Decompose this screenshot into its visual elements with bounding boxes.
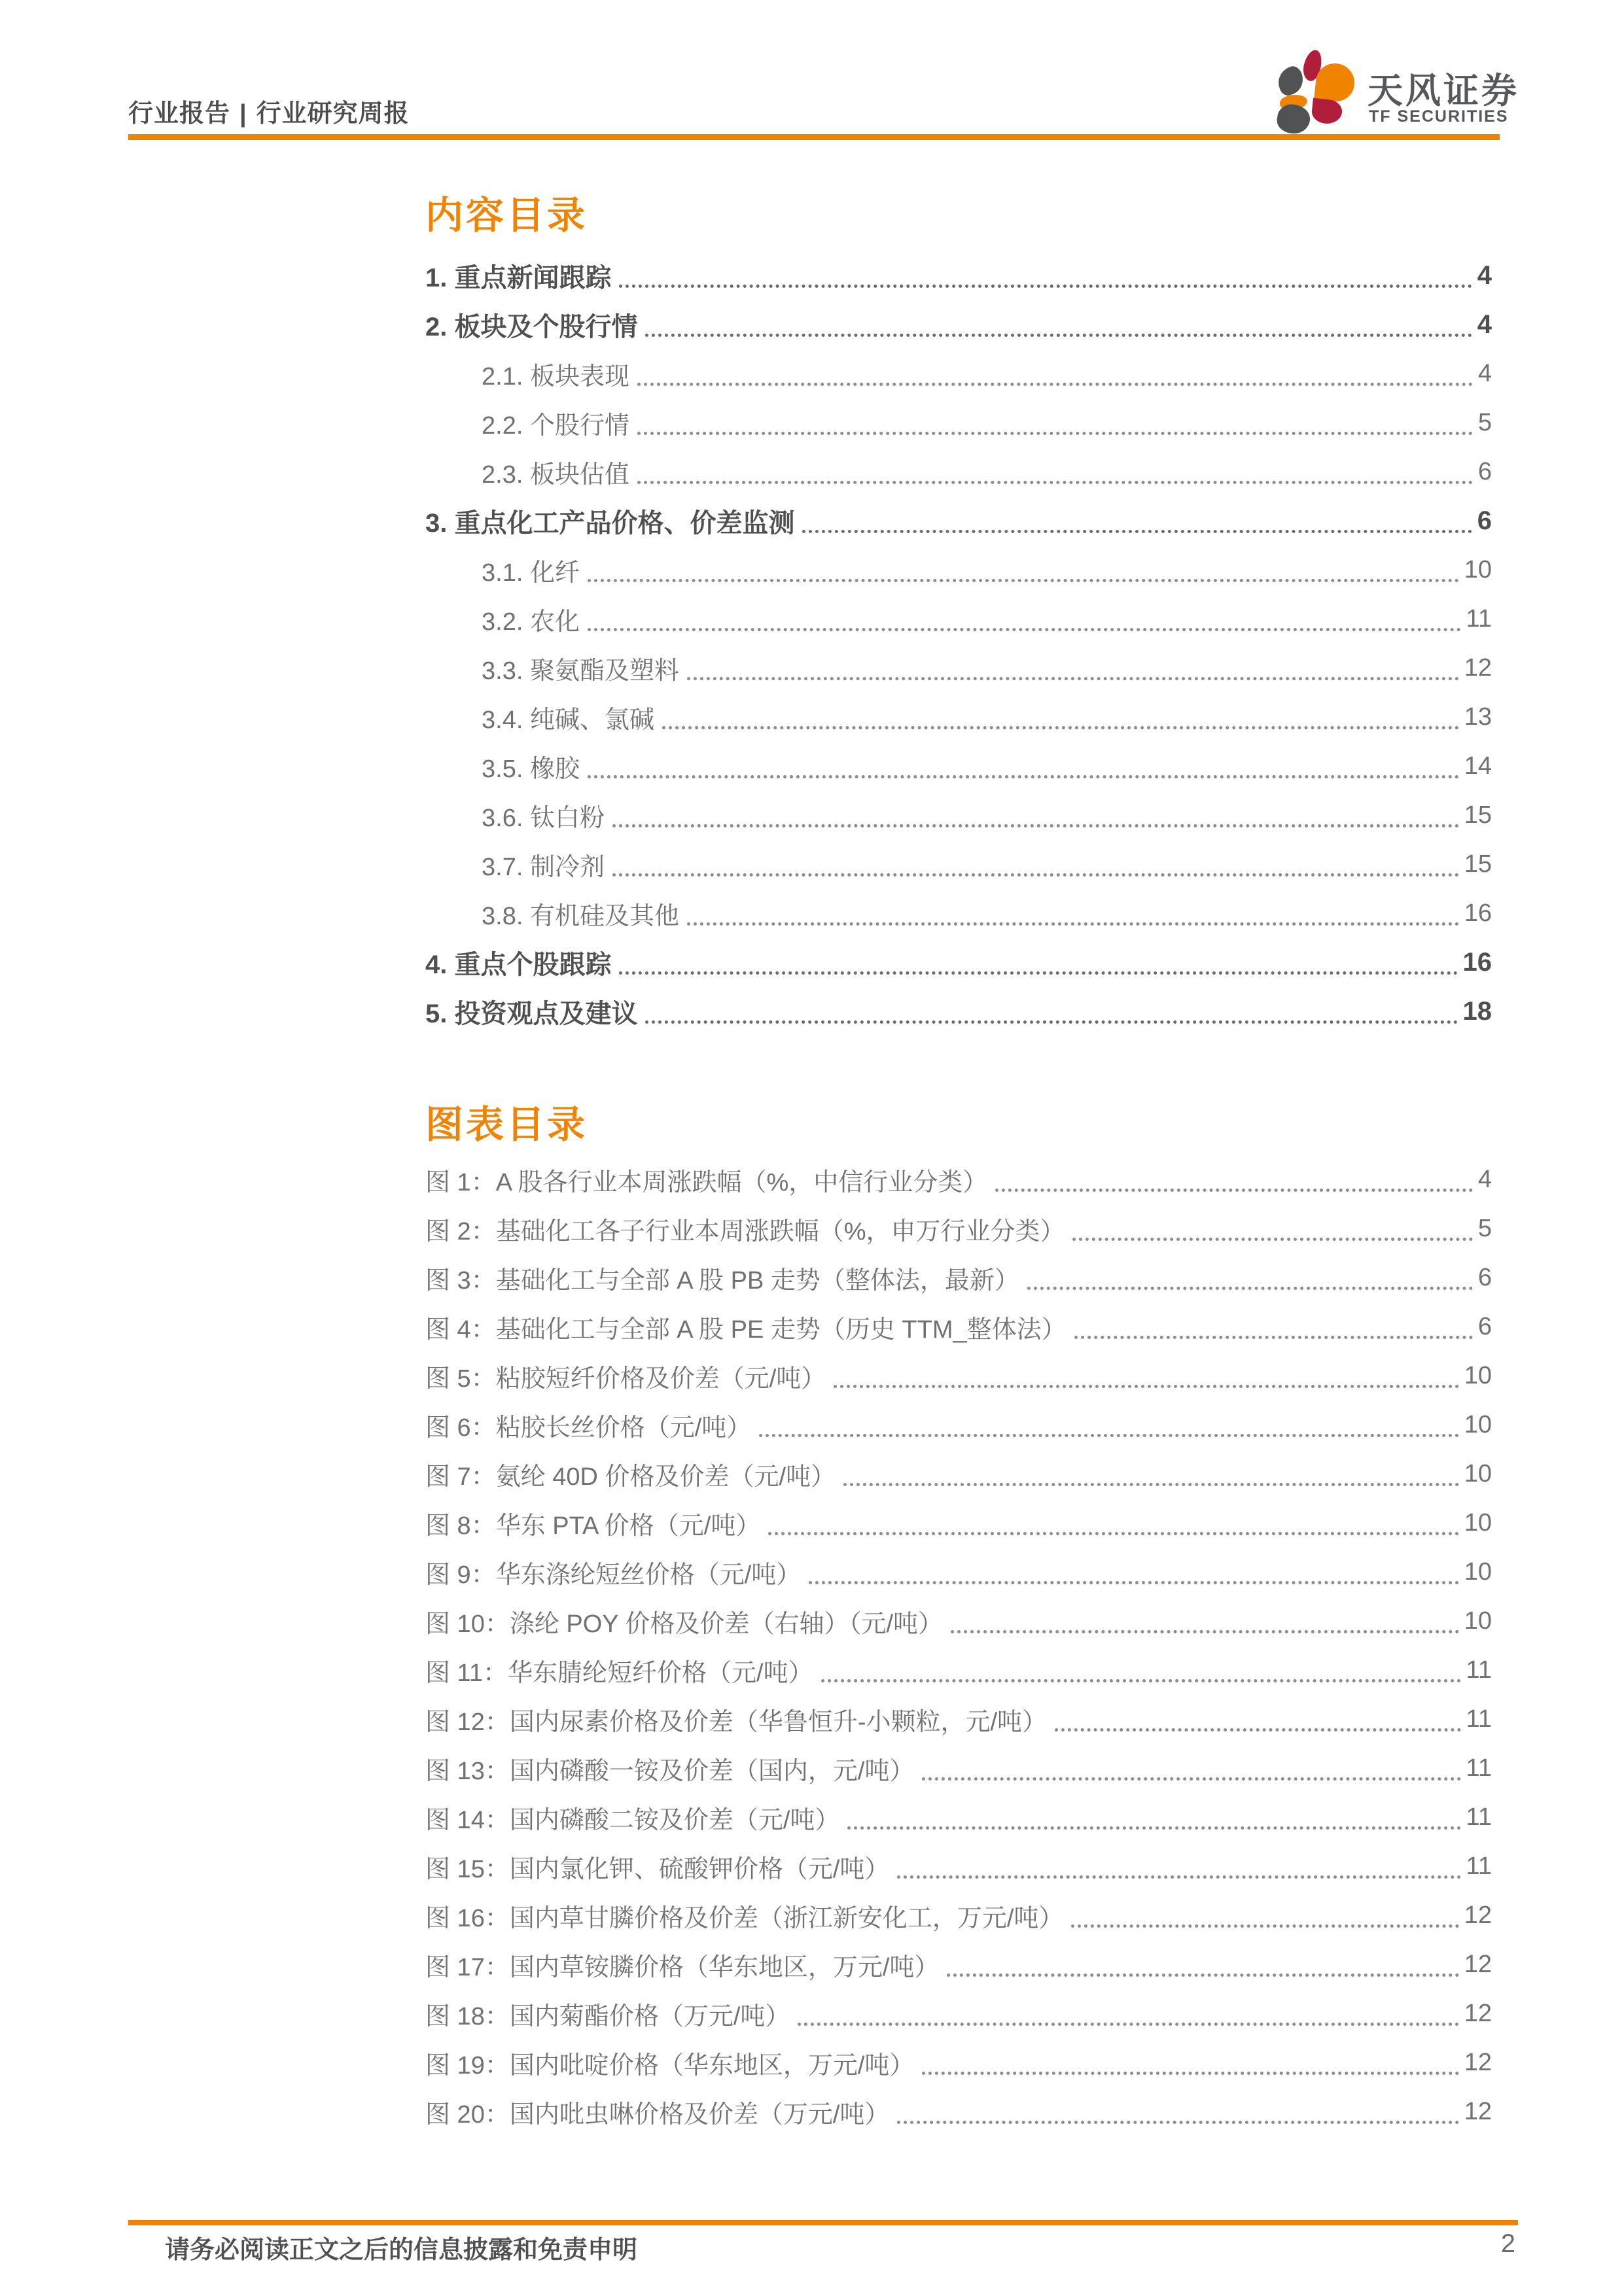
breadcrumb-separator: | xyxy=(239,100,247,128)
entry-page-number: 6 xyxy=(1477,506,1492,535)
entry-label: 图 6：粘胶长丝价格（元/吨） xyxy=(425,1414,752,1442)
dot-leader xyxy=(768,1499,1458,1548)
entry-page-number: 4 xyxy=(1477,1166,1492,1193)
figure-item[interactable] xyxy=(425,1351,1492,1400)
figure-item[interactable] xyxy=(425,1842,1492,1891)
dot-leader xyxy=(802,496,1472,546)
page-number: 2 xyxy=(1500,2229,1515,2258)
entry-page-number: 5 xyxy=(1477,409,1492,436)
dot-leader xyxy=(951,1597,1459,1646)
toc-item[interactable] xyxy=(425,496,1492,546)
dot-leader xyxy=(798,1989,1458,2038)
toc-item[interactable] xyxy=(425,251,1492,300)
entry-label: 图 7：氨纶 40D 价格及价差（元/吨） xyxy=(425,1463,836,1491)
entry-label: 图 20：国内吡虫啉价格及价差（万元/吨） xyxy=(425,2101,890,2129)
entry-page-number: 10 xyxy=(1464,1362,1492,1389)
entry-page-number: 11 xyxy=(1466,1803,1492,1831)
dot-leader xyxy=(687,644,1459,693)
entry-label: 图 16：国内草甘膦价格及价差（浙江新安化工，万元/吨） xyxy=(425,1905,1064,1932)
entry-label: 图 11：华东腈纶短纤价格（元/吨） xyxy=(425,1660,813,1687)
toc-item[interactable] xyxy=(425,840,1492,889)
figure-item[interactable] xyxy=(425,1744,1492,1793)
figure-item[interactable] xyxy=(425,1548,1492,1597)
entry-label: 图 17：国内草铵膦价格（华东地区，万元/吨） xyxy=(425,1954,940,1981)
entry-label: 图 14：国内磷酸二铵及价差（元/吨） xyxy=(425,1807,840,1834)
dot-leader xyxy=(588,742,1459,791)
entry-label: 1. 重点新闻跟踪 xyxy=(425,264,612,292)
dot-leader xyxy=(847,1793,1460,1842)
entry-page-number: 11 xyxy=(1466,1754,1492,1782)
entry-page-number: 12 xyxy=(1464,2098,1492,2125)
page-content xyxy=(425,0,1492,2136)
dot-leader xyxy=(1074,1302,1473,1351)
toc-item[interactable] xyxy=(425,938,1492,987)
dot-leader xyxy=(897,2087,1458,2136)
toc-item[interactable] xyxy=(425,349,1492,398)
dot-leader xyxy=(995,1155,1473,1204)
dot-leader xyxy=(588,595,1461,644)
entry-page-number: 11 xyxy=(1466,605,1492,633)
dot-leader xyxy=(619,251,1472,300)
dot-leader xyxy=(1071,1891,1458,1940)
entry-label: 3.1. 化纤 xyxy=(482,559,580,587)
dot-leader xyxy=(637,349,1473,398)
entry-label: 图 15：国内氯化钾、硫酸钾价格（元/吨） xyxy=(425,1856,890,1883)
entry-label: 5. 投资观点及建议 xyxy=(425,1000,638,1028)
toc-item[interactable] xyxy=(425,742,1492,791)
toc-title: 内容目录 xyxy=(425,194,588,237)
entry-page-number: 5 xyxy=(1477,1215,1492,1242)
entry-page-number: 14 xyxy=(1464,752,1492,780)
figure-item[interactable] xyxy=(425,1597,1492,1646)
dot-leader xyxy=(645,300,1472,349)
entry-label: 图 5：粘胶短纤价格及价差（元/吨） xyxy=(425,1365,826,1393)
entry-label: 3.7. 制冷剂 xyxy=(482,854,605,881)
dot-leader xyxy=(662,693,1459,742)
dot-leader xyxy=(637,447,1473,496)
figure-item[interactable] xyxy=(425,1499,1492,1548)
toc-item[interactable] xyxy=(425,300,1492,349)
dot-leader xyxy=(947,1940,1458,1989)
figure-item[interactable] xyxy=(425,1891,1492,1940)
toc-item[interactable] xyxy=(425,546,1492,595)
entry-page-number: 12 xyxy=(1464,2049,1492,2076)
toc-item[interactable] xyxy=(425,595,1492,644)
entry-page-number: 4 xyxy=(1477,261,1492,290)
figure-item[interactable] xyxy=(425,1646,1492,1695)
dot-leader xyxy=(1027,1253,1473,1302)
entry-label: 图 12：国内尿素价格及价差（华鲁恒升-小颗粒，元/吨） xyxy=(425,1709,1048,1736)
report-breadcrumb xyxy=(128,93,410,129)
entry-label: 3.8. 有机硅及其他 xyxy=(482,903,679,930)
dot-leader xyxy=(843,1450,1459,1499)
entry-page-number: 11 xyxy=(1466,1852,1492,1880)
entry-label: 图 1：A 股各行业本周涨跌幅（%，中信行业分类） xyxy=(425,1169,988,1196)
toc-item[interactable] xyxy=(425,987,1492,1036)
dot-leader xyxy=(687,889,1459,938)
entry-label: 3.4. 纯碱、氯碱 xyxy=(482,706,654,734)
toc-item[interactable] xyxy=(425,889,1492,938)
dot-leader xyxy=(645,987,1457,1036)
entry-page-number: 11 xyxy=(1466,1705,1492,1733)
entry-label: 2.3. 板块估值 xyxy=(482,461,629,489)
dot-leader xyxy=(759,1400,1458,1450)
entry-page-number: 10 xyxy=(1464,1607,1492,1635)
figure-item[interactable] xyxy=(425,1253,1492,1302)
dot-leader xyxy=(922,1744,1460,1793)
figure-list xyxy=(425,1155,1492,2136)
dot-leader xyxy=(612,840,1459,889)
figure-item[interactable] xyxy=(425,2038,1492,2087)
entry-label: 图 3：基础化工与全部 A 股 PB 走势（整体法，最新） xyxy=(425,1267,1019,1295)
entry-page-number: 10 xyxy=(1464,556,1492,583)
entry-label: 图 8：华东 PTA 价格（元/吨） xyxy=(425,1512,761,1540)
figure-item[interactable] xyxy=(425,1155,1492,1204)
entry-page-number: 12 xyxy=(1464,1951,1492,1978)
figure-item[interactable] xyxy=(425,1989,1492,2038)
entry-page-number: 4 xyxy=(1477,360,1492,387)
entry-page-number: 6 xyxy=(1477,1313,1492,1340)
brand-name-en: TF SECURITIES xyxy=(1369,107,1509,126)
brand-name-cn: 天风证券 xyxy=(1368,71,1519,111)
figures-title: 图表目录 xyxy=(425,1104,588,1146)
dot-leader xyxy=(821,1646,1461,1695)
toc-item[interactable] xyxy=(425,644,1492,693)
entry-page-number: 10 xyxy=(1464,1509,1492,1537)
entry-page-number: 16 xyxy=(1462,948,1492,977)
dot-leader xyxy=(809,1548,1458,1597)
entry-label: 图 13：国内磷酸一铵及价差（国内，元/吨） xyxy=(425,1758,915,1785)
dot-leader xyxy=(612,791,1459,840)
entry-label: 3.3. 聚氨酯及塑料 xyxy=(482,657,679,685)
figure-item[interactable] xyxy=(425,1793,1492,1842)
entry-label: 3.6. 钛白粉 xyxy=(482,805,605,832)
entry-page-number: 11 xyxy=(1466,1656,1492,1684)
dot-leader xyxy=(588,546,1459,595)
entry-label: 3.2. 农化 xyxy=(482,608,580,636)
toc-item[interactable] xyxy=(425,447,1492,496)
entry-page-number: 15 xyxy=(1464,850,1492,878)
entry-page-number: 10 xyxy=(1464,1411,1492,1438)
entry-page-number: 4 xyxy=(1477,310,1492,339)
entry-page-number: 12 xyxy=(1464,1902,1492,1929)
entry-page-number: 6 xyxy=(1477,1264,1492,1291)
entry-label: 4. 重点个股跟踪 xyxy=(425,950,612,979)
entry-label: 图 18：国内菊酯价格（万元/吨） xyxy=(425,2003,790,2030)
entry-label: 图 9：华东涤纶短丝价格（元/吨） xyxy=(425,1561,802,1589)
entry-page-number: 10 xyxy=(1464,1558,1492,1586)
entry-page-number: 12 xyxy=(1464,2000,1492,2027)
entry-label: 3.5. 橡胶 xyxy=(482,756,580,783)
dot-leader xyxy=(922,2038,1458,2087)
figure-item[interactable] xyxy=(425,1695,1492,1744)
report-type-label: 行业报告 xyxy=(128,100,231,128)
dot-leader xyxy=(834,1351,1458,1400)
entry-label: 3. 重点化工产品价格、价差监测 xyxy=(425,509,795,538)
figure-item[interactable] xyxy=(425,1204,1492,1253)
dot-leader xyxy=(619,938,1457,987)
entry-label: 图 4：基础化工与全部 A 股 PE 走势（历史 TTM_整体法） xyxy=(425,1316,1067,1344)
dot-leader xyxy=(1072,1204,1472,1253)
figure-item[interactable] xyxy=(425,1940,1492,1989)
dot-leader xyxy=(637,398,1473,447)
toc-list xyxy=(425,251,1492,1036)
toc-item[interactable] xyxy=(425,791,1492,840)
figure-item[interactable] xyxy=(425,1302,1492,1351)
entry-page-number: 16 xyxy=(1464,899,1492,927)
entry-page-number: 13 xyxy=(1464,703,1492,731)
entry-page-number: 18 xyxy=(1462,997,1492,1026)
figure-item[interactable] xyxy=(425,2087,1492,2136)
disclaimer-text: 请务必阅读正文之后的信息披露和免责申明 xyxy=(165,2236,638,2264)
figure-item[interactable] xyxy=(425,1450,1492,1499)
entry-page-number: 12 xyxy=(1464,654,1492,682)
entry-label: 图 19：国内吡啶价格（华东地区，万元/吨） xyxy=(425,2052,915,2079)
entry-page-number: 10 xyxy=(1464,1460,1492,1487)
entry-label: 图 2：基础化工各子行业本周涨跌幅（%，申万行业分类） xyxy=(425,1218,1065,1245)
entry-label: 2.2. 个股行情 xyxy=(482,412,629,440)
entry-label: 2.1. 板块表现 xyxy=(482,363,629,391)
figure-item[interactable] xyxy=(425,1400,1492,1450)
footer-divider xyxy=(128,2220,1518,2225)
entry-page-number: 6 xyxy=(1477,458,1492,485)
entry-page-number: 15 xyxy=(1464,801,1492,829)
entry-label: 图 10：涤纶 POY 价格及价差（右轴）（元/吨） xyxy=(425,1610,944,1638)
entry-label: 2. 板块及个股行情 xyxy=(425,313,638,341)
toc-item[interactable] xyxy=(425,398,1492,447)
report-subtype-label: 行业研究周报 xyxy=(256,100,410,128)
dot-leader xyxy=(1055,1695,1461,1744)
dot-leader xyxy=(897,1842,1460,1891)
toc-item[interactable] xyxy=(425,693,1492,742)
